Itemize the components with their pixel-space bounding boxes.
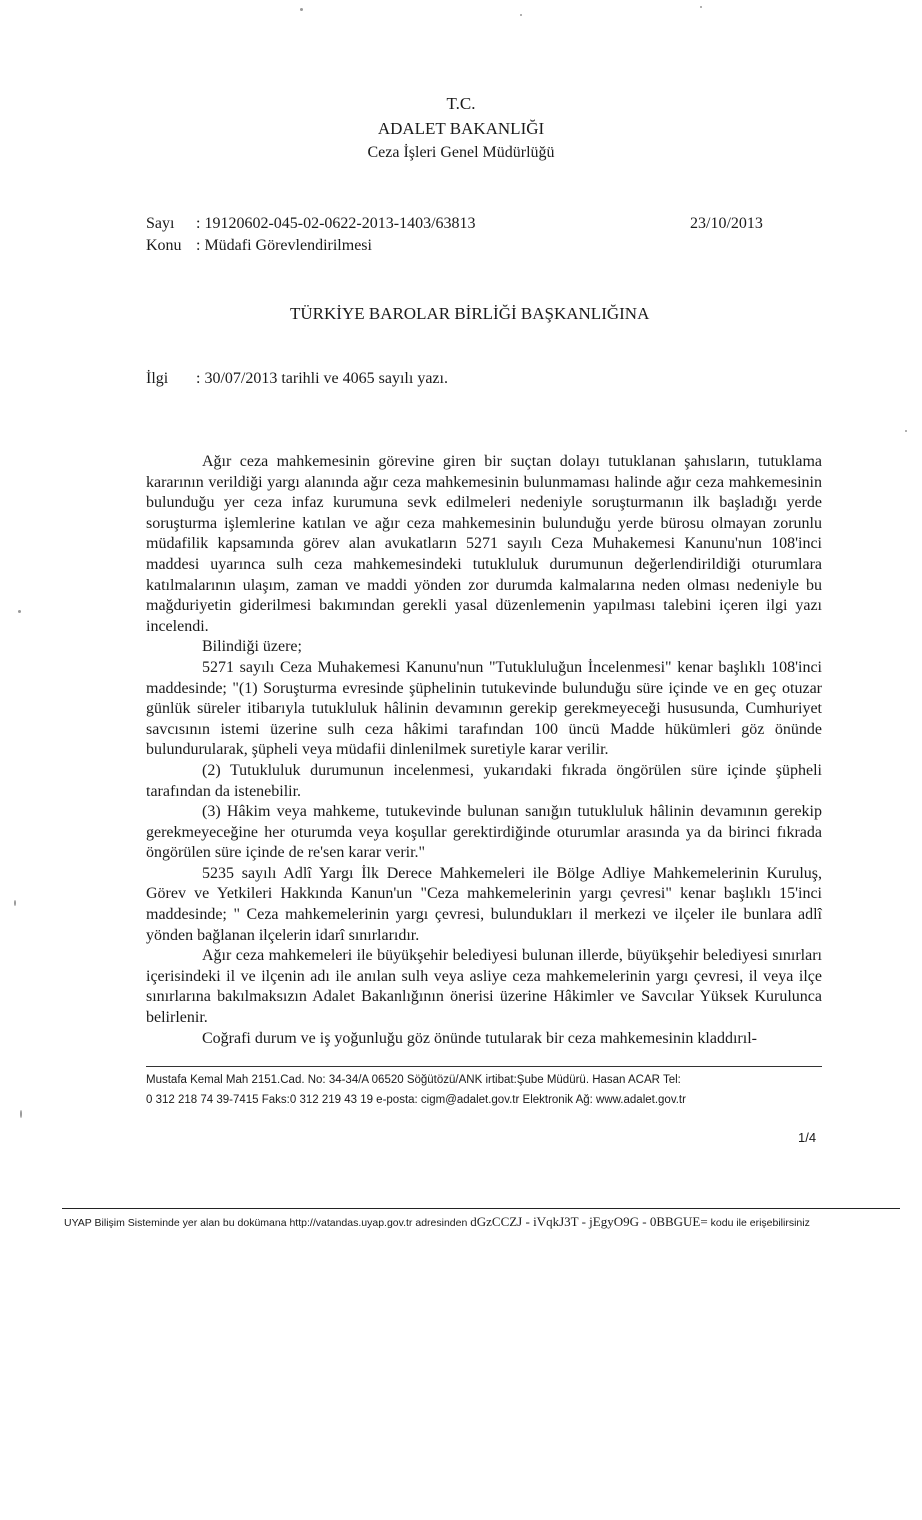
uyap-code: dGzCCZJ - iVqkJ3T - jEgyO9G - 0BBGUE= bbox=[470, 1214, 708, 1229]
scan-speck bbox=[20, 1110, 22, 1118]
scan-speck bbox=[18, 610, 21, 613]
footer-address-line2: 0 312 218 74 39-7415 Faks:0 312 219 43 19 e-posta: cigm@adalet.gov.tr Elektronik Ağ: www.adalet.gov.tr bbox=[146, 1094, 686, 1106]
ilgi-value: : 30/07/2013 tarihli ve 4065 sayılı yazı. bbox=[196, 370, 448, 387]
body-paragraph: Bilindiği üzere; bbox=[202, 638, 302, 656]
header-directorate: Ceza İşleri Genel Müdürlüğü bbox=[367, 144, 555, 161]
konu-label: Konu bbox=[146, 237, 182, 254]
body-paragraph: 5271 sayılı Ceza Muhakemesi Kanunu'nun "Tutukluluğun İncelenmesi" kenar başlıklı 108'inci maddesinde; "(1) Soruşturma evresinde şüphelinin tutukevinde bulunduğu süre içinde ve en geç otuzar günlük süreler itibarıyla tutukluluk hâlinin devamının gerekip gerekmeyeceği hususunda, Cumhuriyet savcısının istemi üzerine sulh ceza hâkimi tarafından 100 üncü Madde hükümleri göz önünde bulundurularak, şüpheli veya müdafii dinlenilmek suretiyle karar verilir. bbox=[146, 658, 822, 759]
uyap-divider bbox=[62, 1208, 900, 1209]
page-number: 1/4 bbox=[798, 1130, 817, 1145]
sayi-label: Sayı bbox=[146, 215, 175, 232]
letter-body bbox=[146, 452, 822, 1049]
uyap-verification bbox=[64, 1214, 904, 1230]
document-date: 23/10/2013 bbox=[690, 215, 763, 232]
addressee: TÜRKİYE BAROLAR BİRLİĞİ BAŞKANLIĞINA bbox=[290, 304, 650, 323]
scan-speck bbox=[14, 900, 16, 906]
body-paragraph: 5235 sayılı Adlî Yargı İlk Derece Mahkemeleri ile Bölge Adliye Mahkemelerinin Kuruluş, Görev ve Yetkileri Hakkında Kanun'un "Ceza mahkemelerinin yargı çevresi" kenar başlıklı 15'inci maddesinde; " Ceza mahkemelerinin yargı çevresi, bulundukları il merkezi ve ilçeler ile bunlara adlî yönden bağlanan ilçelerin idarî sınırlarıdır. bbox=[146, 864, 822, 944]
sayi-value: : 19120602-045-02-0622-2013-1403/63813 bbox=[196, 215, 476, 232]
header-tc: T.C. bbox=[446, 94, 476, 113]
scan-speck bbox=[300, 8, 303, 11]
ilgi-label: İlgi bbox=[146, 370, 169, 387]
uyap-suffix: kodu ile erişebilirsiniz bbox=[710, 1217, 810, 1229]
scan-speck bbox=[700, 6, 702, 8]
footer-address-line1: Mustafa Kemal Mah 2151.Cad. No: 34-34/A 06520 Söğütözü/ANK irtibat:Şube Müdürü. Hasan ACAR Tel: bbox=[146, 1074, 681, 1086]
header-ministry: ADALET BAKANLIĞI bbox=[377, 119, 545, 138]
body-paragraph: (3) Hâkim veya mahkeme, tutukevinde bulunan sanığın tutukluluk hâlinin devamının gerekip gerekmeyeceğine her oturumda veya koşullar gerektirdiğinde oturumlar arasında ya da birinci fıkrada öngörülen süre içinde de re'sen karar verir." bbox=[146, 803, 822, 862]
body-paragraph: (2) Tutukluluk durumunun incelenmesi, yukarıdaki fıkrada öngörülen süre içinde şüpheli tarafından da istenebilir. bbox=[146, 761, 822, 800]
body-paragraph: Coğrafi durum ve iş yoğunluğu göz önünde tutularak bir ceza mahkemesinin kladdırıl- bbox=[202, 1029, 757, 1047]
scan-speck bbox=[520, 14, 522, 16]
footer-divider bbox=[146, 1066, 822, 1067]
scan-speck bbox=[905, 430, 907, 432]
konu-value: : Müdafi Görevlendirilmesi bbox=[196, 237, 372, 254]
body-paragraph: Ağır ceza mahkemeleri ile büyükşehir belediyesi bulunan illerde, büyükşehir belediyesi sınırları içerisindeki il ve ilçenin adı ile anılan sulh veya asliye ceza mahkemelerinin yargı çevresi, il veya ilçe sınırlarına bakılmaksızın Adalet Bakanlığının önerisi üzerine Hâkimler ve Savcılar Yüksek Kurulunca belirlenir. bbox=[146, 947, 822, 1027]
uyap-prefix: UYAP Bilişim Sisteminde yer alan bu dokümana http://vatandas.uyap.gov.tr adresinden bbox=[64, 1217, 468, 1229]
body-paragraph: Ağır ceza mahkemesinin görevine giren bir suçtan dolayı tutuklanan şahısların, tutuklama kararının verildiği yargı alanında ağır ceza mahkemesinin bulunmaması halinde ağır ceza mahkemesinin bulunduğu yer ceza infaz kurumuna sevk edilmeleri nedeniyle soruşturmanın ilk başladığı yerde soruşturma işlemlerine katılan ve ağır ceza mahkemesinin bulunduğu yerde bürosu olmayan zorunlu müdafilik kapsamında görev alan avukatların 5271 sayılı Ceza Muhakemesi Kanunu'nun 108'inci maddesi uyarınca sulh ceza mahkemesindeki tutukluluk durumunun değerlendirildiği oturumlara katılmalarının ulaşım, zaman ve maddi yönden zor durumda kalmalarına neden olması nedeniyle bu mağduriyetin giderilmesi bakımından gerekli yasal düzenlemenin yapılması talebini içeren ilgi yazı incelendi. bbox=[146, 453, 822, 635]
